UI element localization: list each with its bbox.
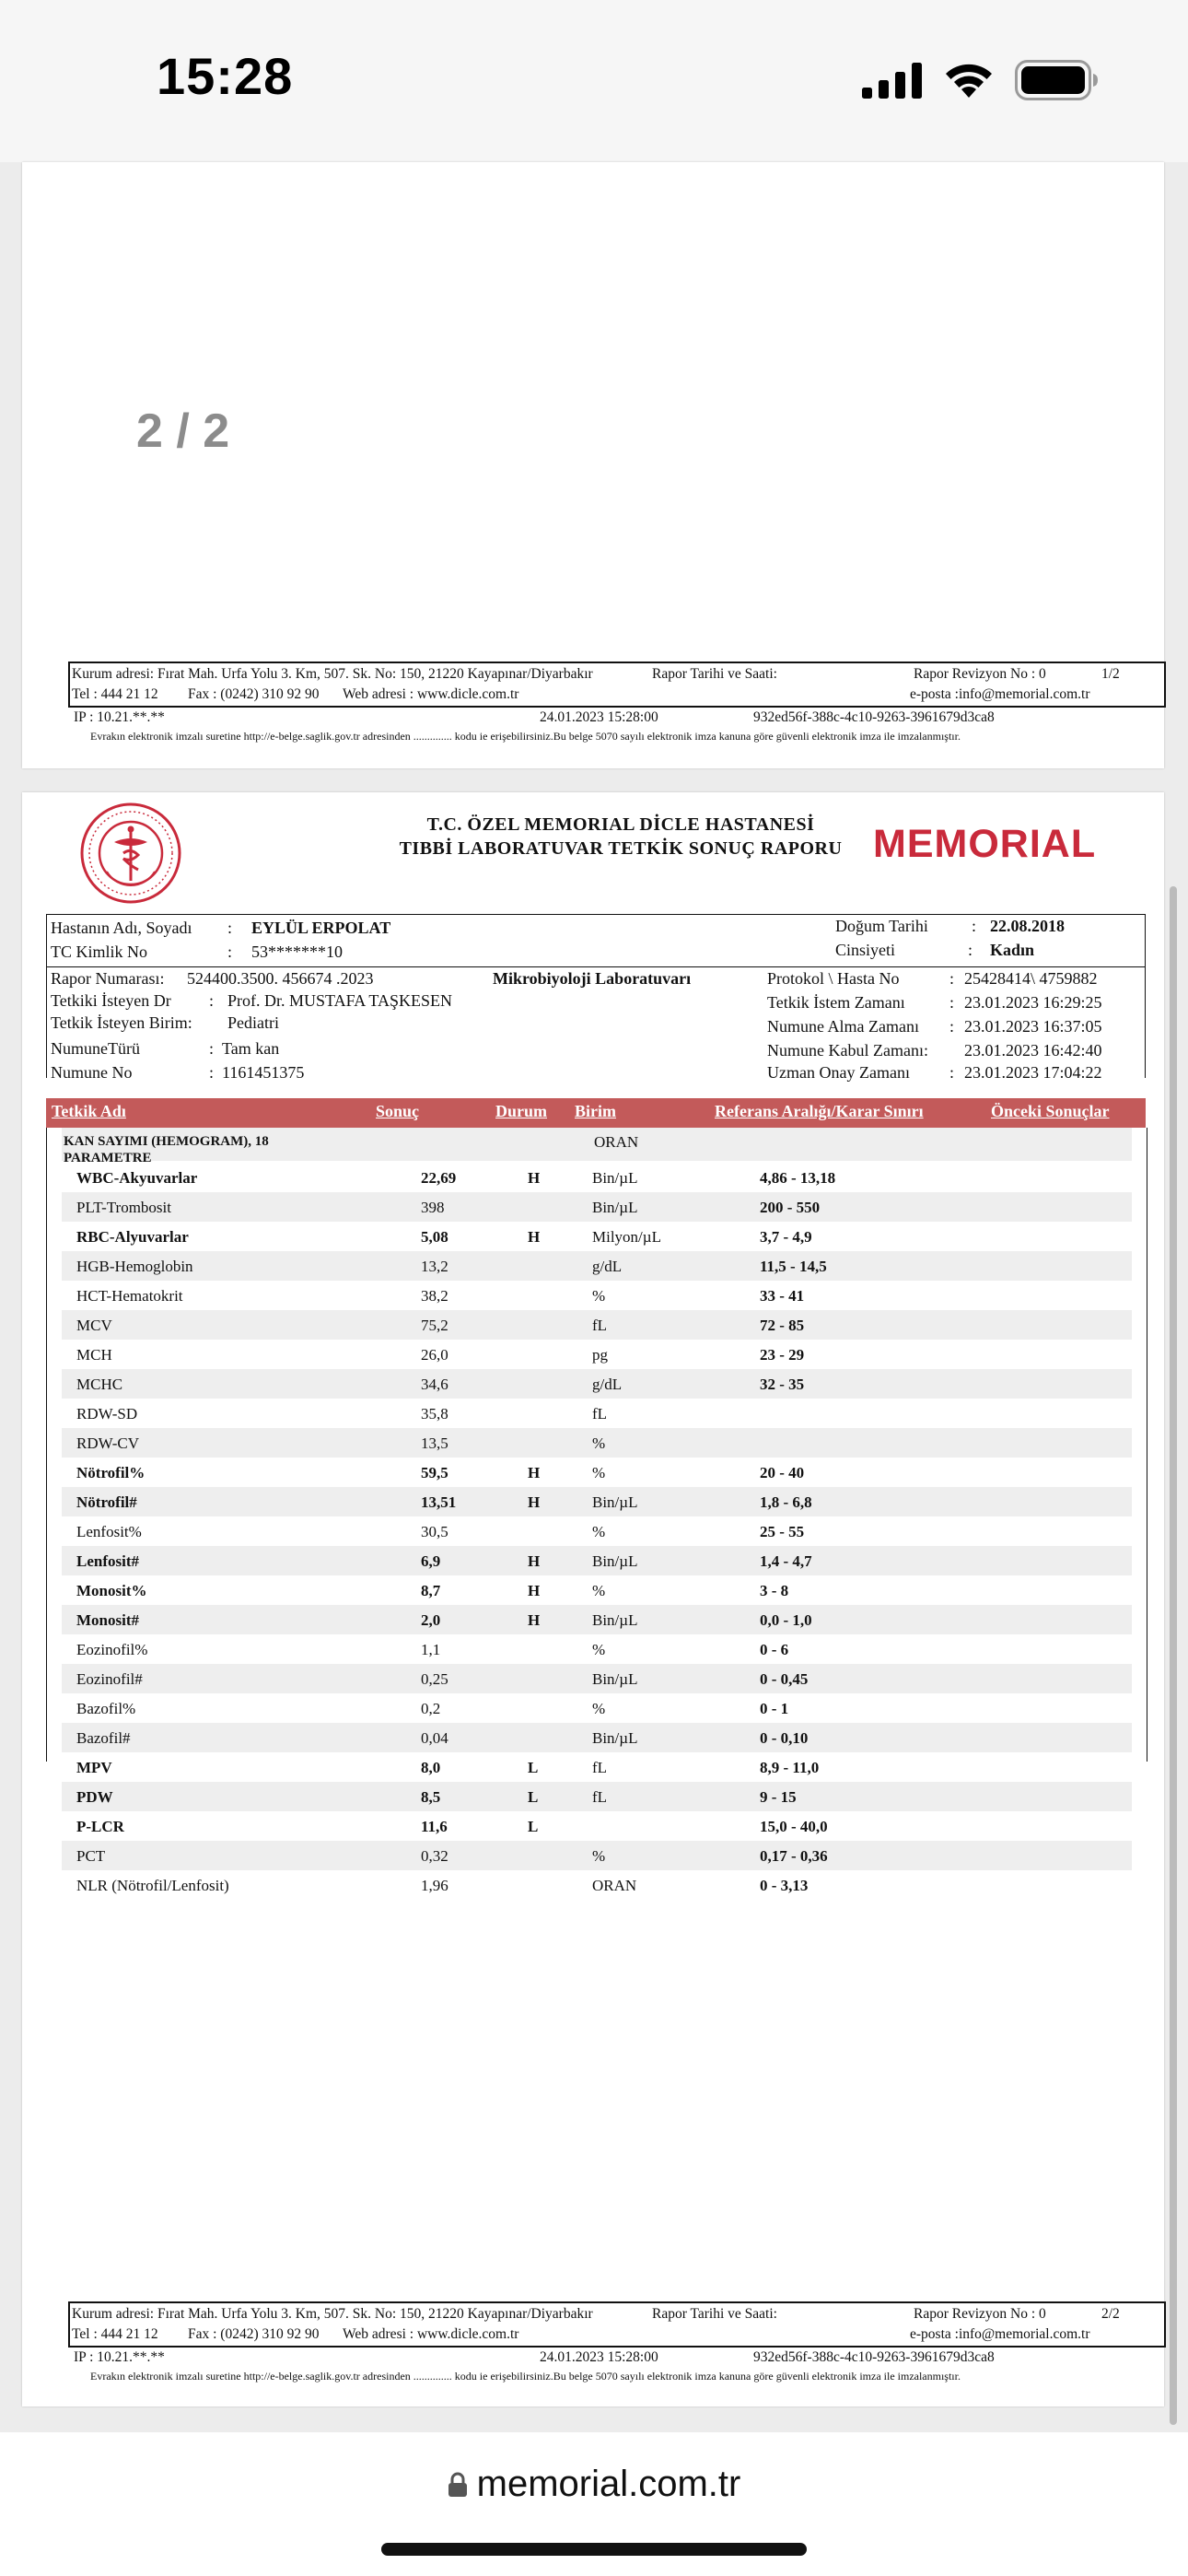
table-row — [62, 1782, 1132, 1811]
status-flag: H — [528, 1582, 541, 1599]
unit: % — [592, 1464, 606, 1481]
test-name: Monosit# — [76, 1611, 139, 1629]
result-value: 30,5 — [421, 1523, 448, 1540]
results-table-header — [46, 1098, 1146, 1128]
url-text: memorial.com.tr — [476, 2464, 741, 2504]
unit: pg — [592, 1346, 608, 1364]
table-row — [62, 1458, 1132, 1487]
footer-email: e-posta :info@memorial.com.tr — [910, 686, 1090, 702]
pdf-page-1 — [22, 162, 1164, 768]
result-value: 13,2 — [421, 1258, 448, 1275]
unit: Milyon/µL — [592, 1228, 661, 1246]
unit: ORAN — [592, 1877, 637, 1894]
request-time: 23.01.2023 16:29:25 — [964, 993, 1102, 1012]
reference-range: 0,0 - 1,0 — [760, 1611, 812, 1629]
approve-time-label: Uzman Onay Zamanı — [767, 1063, 910, 1082]
status-flag: H — [528, 1228, 541, 1246]
result-value: 8,7 — [421, 1582, 441, 1599]
result-value: 6,9 — [421, 1552, 441, 1570]
report-title — [298, 813, 943, 861]
test-name: P-LCR — [76, 1818, 124, 1835]
result-value: 59,5 — [421, 1464, 448, 1481]
test-name: MCH — [76, 1346, 112, 1364]
test-name: Eozinofil# — [76, 1670, 143, 1688]
status-flag: H — [528, 1611, 541, 1629]
footer-web: Web adresi : www.dicle.com.tr — [343, 2326, 519, 2342]
requester: Prof. Dr. MUSTAFA TAŞKESEN — [227, 991, 452, 1010]
unit: fL — [592, 1788, 608, 1806]
accept-time-label: Numune Kabul Zamanı: — [767, 1041, 928, 1060]
status-icons — [862, 57, 1100, 103]
test-name: RBC-Alyuvarlar — [76, 1228, 189, 1246]
table-row — [62, 1811, 1132, 1841]
test-name: Eozinofil% — [76, 1641, 148, 1658]
table-row — [62, 1428, 1132, 1458]
footer-report-date-label: Rapor Tarihi ve Saati: — [652, 666, 777, 682]
request-time-label: Tetkik İstem Zamanı — [767, 993, 905, 1012]
status-flag: H — [528, 1552, 541, 1570]
status-flag: H — [528, 1464, 541, 1481]
table-row — [62, 1399, 1132, 1428]
result-value: 38,2 — [421, 1287, 448, 1305]
footer-page-number: 2/2 — [1101, 2306, 1120, 2322]
table-row — [62, 1516, 1132, 1546]
table-row — [62, 1251, 1132, 1281]
result-value: 22,69 — [421, 1169, 457, 1187]
unit: Bin/µL — [592, 1493, 638, 1511]
unit: Bin/µL — [592, 1729, 638, 1747]
test-name: Bazofil% — [76, 1700, 136, 1717]
status-bar — [0, 0, 1188, 162]
test-name: PCT — [76, 1847, 106, 1865]
reference-range: 20 - 40 — [760, 1464, 805, 1481]
reference-range: 3,7 - 4,9 — [760, 1228, 812, 1246]
patient-name-label: Hastanın Adı, Soyadı — [51, 919, 192, 937]
result-value: 35,8 — [421, 1405, 448, 1423]
status-flag: H — [528, 1493, 541, 1511]
lab-name: Mikrobiyoloji Laboratuvarı — [493, 969, 692, 988]
results-table-body — [46, 1128, 1147, 1894]
status-time: 15:28 — [157, 47, 294, 105]
unit: Bin/µL — [592, 1611, 638, 1629]
result-value: 1,1 — [421, 1641, 441, 1658]
sample-type: Tam kan — [222, 1039, 280, 1058]
reference-range: 9 - 15 — [760, 1788, 797, 1806]
test-name: MCV — [76, 1317, 112, 1334]
test-name: Bazofil# — [76, 1729, 131, 1747]
unit: g/dL — [592, 1376, 623, 1393]
result-value: 2,0 — [421, 1611, 441, 1629]
status-flag: L — [528, 1759, 539, 1776]
reference-range: 33 - 41 — [760, 1287, 805, 1305]
test-name: WBC-Akyuvarlar — [76, 1169, 198, 1187]
reference-range: 8,9 - 11,0 — [760, 1759, 820, 1776]
accept-time: 23.01.2023 16:42:40 — [964, 1041, 1102, 1060]
test-name: HGB-Hemoglobin — [76, 1258, 193, 1275]
page-indicator: 2 / 2 — [136, 404, 230, 458]
reference-range: 0 - 3,13 — [760, 1877, 809, 1894]
protocol: 25428414\ 4759882 — [964, 969, 1098, 988]
unit: Pediatri — [227, 1013, 279, 1032]
table-row — [62, 1723, 1132, 1752]
result-value: 5,08 — [421, 1228, 448, 1246]
reference-range: 4,86 - 13,18 — [760, 1169, 836, 1187]
table-row — [62, 1841, 1132, 1870]
reference-range: 0 - 0,45 — [760, 1670, 809, 1688]
footer-revision: Rapor Revizyon No : 0 — [914, 2306, 1046, 2322]
footer-ip: IP : 10.21.**.** — [74, 709, 165, 725]
unit: % — [592, 1434, 606, 1452]
patient-info: Hastanın Adı, Soyadı : EYLÜL ERPOLAT TC Kimlik No : 53*******10 Doğum Tarihi : 22.08.2018 Cinsiyeti : Kadın — [46, 914, 1146, 967]
result-value: 1,96 — [421, 1877, 448, 1894]
sample-no: 1161451375 — [222, 1063, 305, 1082]
test-name: PDW — [76, 1788, 113, 1806]
footer-notice: Evrakın elektronik imzalı suretine http://e-belge.saglik.gov.tr adresinden .............. kodu ie erişebilirsiniz.Bu belge 5070 sayılı elektronik imza kanuna göre güvenli elektronik imza ile imzalanmıştır. — [90, 2370, 961, 2383]
requester-label: Tetkiki İsteyen Dr — [51, 991, 171, 1010]
result-value: 13,51 — [421, 1493, 457, 1511]
reference-range: 25 - 55 — [760, 1523, 805, 1540]
status-flag: L — [528, 1818, 539, 1835]
wifi-icon — [943, 61, 995, 100]
dob: 22.08.2018 — [990, 917, 1065, 935]
table-row — [62, 1634, 1132, 1664]
reference-range: 1,4 - 4,7 — [760, 1552, 812, 1570]
result-value: 11,6 — [421, 1818, 448, 1835]
table-row — [62, 1575, 1132, 1605]
url-display[interactable] — [0, 2464, 1188, 2505]
reference-range: 23 - 29 — [760, 1346, 805, 1364]
reference-range: 0 - 0,10 — [760, 1729, 809, 1747]
col-status: Durum — [495, 1102, 548, 1120]
result-value: 0,25 — [421, 1670, 448, 1688]
gender: Kadın — [990, 941, 1035, 959]
footer-fax: Fax : (0242) 310 92 90 — [188, 686, 320, 702]
result-value: 13,5 — [421, 1434, 448, 1452]
table-row — [62, 1870, 1132, 1900]
reference-range: 1,8 - 6,8 — [760, 1493, 812, 1511]
group-unit: ORAN — [594, 1133, 639, 1151]
test-name: Nötrofil% — [76, 1464, 146, 1481]
gender-label: Cinsiyeti — [835, 941, 896, 959]
footer-report-date-label: Rapor Tarihi ve Saati: — [652, 2306, 777, 2322]
test-name: MPV — [76, 1759, 112, 1776]
result-value: 0,04 — [421, 1729, 448, 1747]
table-row — [62, 1546, 1132, 1575]
footer-ip: IP : 10.21.**.** — [74, 2349, 165, 2365]
home-indicator[interactable] — [381, 2543, 807, 2556]
col-previous: Önceki Sonuçlar — [991, 1102, 1110, 1120]
table-row — [62, 1281, 1132, 1310]
unit: fL — [592, 1317, 608, 1334]
unit: fL — [592, 1405, 608, 1423]
reference-range: 15,0 - 40,0 — [760, 1818, 828, 1835]
battery-icon — [1015, 60, 1100, 100]
footer-box — [68, 2301, 1166, 2348]
table-row — [62, 1310, 1132, 1340]
page-footer — [68, 662, 1166, 746]
test-name: PLT-Trombosit — [76, 1199, 171, 1216]
test-name: Monosit% — [76, 1582, 147, 1599]
unit: Bin/µL — [592, 1670, 638, 1688]
lock-icon — [448, 2472, 468, 2498]
unit: Bin/µL — [592, 1552, 638, 1570]
result-value: 26,0 — [421, 1346, 448, 1364]
col-test-name: Tetkik Adı — [52, 1102, 126, 1120]
result-value: 0,2 — [421, 1700, 441, 1717]
test-name: RDW-CV — [76, 1434, 139, 1452]
collect-time: 23.01.2023 16:37:05 — [964, 1017, 1102, 1036]
group-title: KAN SAYIMI (HEMOGRAM), 18 PARAMETRE — [64, 1134, 269, 1165]
result-value: 8,5 — [421, 1788, 441, 1806]
col-reference: Referans Aralığı/Karar Sınırı — [715, 1102, 924, 1120]
test-name: RDW-SD — [76, 1405, 138, 1423]
pdf-page-2 — [22, 792, 1164, 2406]
footer-hash: 932ed56f-388c-4c10-9263-3961679d3ca8 — [753, 709, 995, 725]
footer-datetime: 24.01.2023 15:28:00 — [540, 2349, 658, 2365]
table-row — [62, 1605, 1132, 1634]
footer-notice: Evrakın elektronik imzalı suretine http://e-belge.saglik.gov.tr adresinden .............. kodu ie erişebilirsiniz.Bu belge 5070 sayılı elektronik imza kanuna göre güvenli elektronik imza ile imzalanmıştır. — [90, 730, 961, 743]
test-name: NLR (Nötrofil/Lenfosit) — [76, 1877, 229, 1894]
protocol-label: Protokol \ Hasta No — [767, 969, 900, 988]
footer-address: Kurum adresi: Fırat Mah. Urfa Yolu 3. Km, 507. Sk. No: 150, 21220 Kayapınar/Diyarbakır — [72, 666, 593, 682]
sample-type-label: NumuneTürü — [51, 1039, 140, 1058]
browser-url-bar[interactable] — [0, 2432, 1188, 2576]
tc-number: 53*******10 — [251, 943, 343, 961]
result-value: 8,0 — [421, 1759, 441, 1776]
result-value: 0,32 — [421, 1847, 448, 1865]
test-name: Lenfosit% — [76, 1523, 142, 1540]
hospital-name: T.C. ÖZEL MEMORIAL DİCLE HASTANESİ — [426, 814, 815, 835]
unit: Bin/µL — [592, 1199, 638, 1216]
tc-label: TC Kimlik No — [51, 943, 148, 961]
cellular-signal-icon — [862, 62, 923, 99]
unit: % — [592, 1641, 606, 1658]
status-flag: H — [528, 1169, 541, 1187]
table-row — [62, 1369, 1132, 1399]
collect-time-label: Numune Alma Zamanı — [767, 1017, 919, 1036]
footer-page-number: 1/2 — [1101, 666, 1120, 682]
report-no-label: Rapor Numarası: — [51, 969, 165, 988]
table-row — [62, 1752, 1132, 1782]
footer-box — [68, 662, 1166, 708]
col-result: Sonuç — [376, 1102, 420, 1120]
reference-range: 3 - 8 — [760, 1582, 789, 1599]
unit: Bin/µL — [592, 1169, 638, 1187]
result-value: 398 — [421, 1199, 445, 1216]
unit: % — [592, 1847, 606, 1865]
footer-phone: Tel : 444 21 12 — [72, 686, 158, 702]
footer-web: Web adresi : www.dicle.com.tr — [343, 686, 519, 702]
result-value: 34,6 — [421, 1376, 448, 1393]
report-info: Rapor Numarası: 524400.3500. 456674 .2023 Mikrobiyoloji Laboratuvarı Tetkiki İsteyen Dr : Prof. Dr. MUSTAFA TAŞKESEN Tetkik İsteyen Birim: Pediatri NumuneTürü : Tam kan Numune No : 1161451375 Protokol \ Hasta No : 25428414\ 4759882 Tetkik İstem Zamanı : 23.01.2023 16:29:25 Numune Alma Zamanı : 23.01.2023 16:37:05 Numune Kabul Zamanı: 23.01.2023 16:42:40 Uzman Onay Zamanı : 23.01.2023 17:04:22 — [46, 967, 1146, 1078]
patient-name: EYLÜL ERPOLAT — [251, 919, 391, 937]
test-name: MCHC — [76, 1376, 123, 1393]
test-name: HCT-Hematokrit — [76, 1287, 183, 1305]
reference-range: 0 - 1 — [760, 1700, 789, 1717]
table-row — [62, 1487, 1132, 1516]
reference-range: 200 - 550 — [760, 1199, 821, 1216]
test-name: Nötrofil# — [76, 1493, 137, 1511]
reference-range: 11,5 - 14,5 — [760, 1258, 827, 1275]
footer-hash: 932ed56f-388c-4c10-9263-3961679d3ca8 — [753, 2349, 995, 2365]
scrollbar[interactable] — [1170, 886, 1177, 2425]
reference-range: 32 - 35 — [760, 1376, 805, 1393]
unit: % — [592, 1287, 606, 1305]
footer-phone: Tel : 444 21 12 — [72, 2326, 158, 2342]
unit-label: Tetkik İsteyen Birim: — [51, 1013, 192, 1032]
sample-no-label: Numune No — [51, 1063, 133, 1082]
table-row — [62, 1163, 1132, 1192]
col-unit: Birim — [575, 1102, 616, 1120]
footer-revision: Rapor Revizyon No : 0 — [914, 666, 1046, 682]
footer-fax: Fax : (0242) 310 92 90 — [188, 2326, 320, 2342]
result-value: 75,2 — [421, 1317, 448, 1334]
dob-label: Doğum Tarihi — [835, 917, 928, 935]
table-row — [62, 1664, 1132, 1693]
reference-range: 0 - 6 — [760, 1641, 789, 1658]
table-row — [62, 1192, 1132, 1222]
footer-address: Kurum adresi: Fırat Mah. Urfa Yolu 3. Km, 507. Sk. No: 150, 21220 Kayapınar/Diyarbakır — [72, 2306, 593, 2322]
unit: fL — [592, 1759, 608, 1776]
footer-email: e-posta :info@memorial.com.tr — [910, 2326, 1090, 2342]
test-name: Lenfosit# — [76, 1552, 139, 1570]
footer-datetime: 24.01.2023 15:28:00 — [540, 709, 658, 725]
table-row — [62, 1222, 1132, 1251]
page-footer — [68, 2301, 1166, 2386]
unit: % — [592, 1523, 606, 1540]
unit: g/dL — [592, 1258, 623, 1275]
memorial-logo: MEMORIAL — [873, 822, 1097, 866]
unit: % — [592, 1582, 606, 1599]
table-row — [62, 1340, 1132, 1369]
report-type: TIBBİ LABORATUVAR TETKİK SONUÇ RAPORU — [399, 838, 843, 859]
report-no: 524400.3500. 456674 .2023 — [187, 969, 374, 988]
reference-range: 0,17 - 0,36 — [760, 1847, 828, 1865]
approve-time: 23.01.2023 17:04:22 — [964, 1063, 1102, 1082]
reference-range: 72 - 85 — [760, 1317, 805, 1334]
unit: % — [592, 1700, 606, 1717]
status-flag: L — [528, 1788, 539, 1806]
table-row — [62, 1693, 1132, 1723]
ministry-of-health-logo — [79, 802, 182, 905]
